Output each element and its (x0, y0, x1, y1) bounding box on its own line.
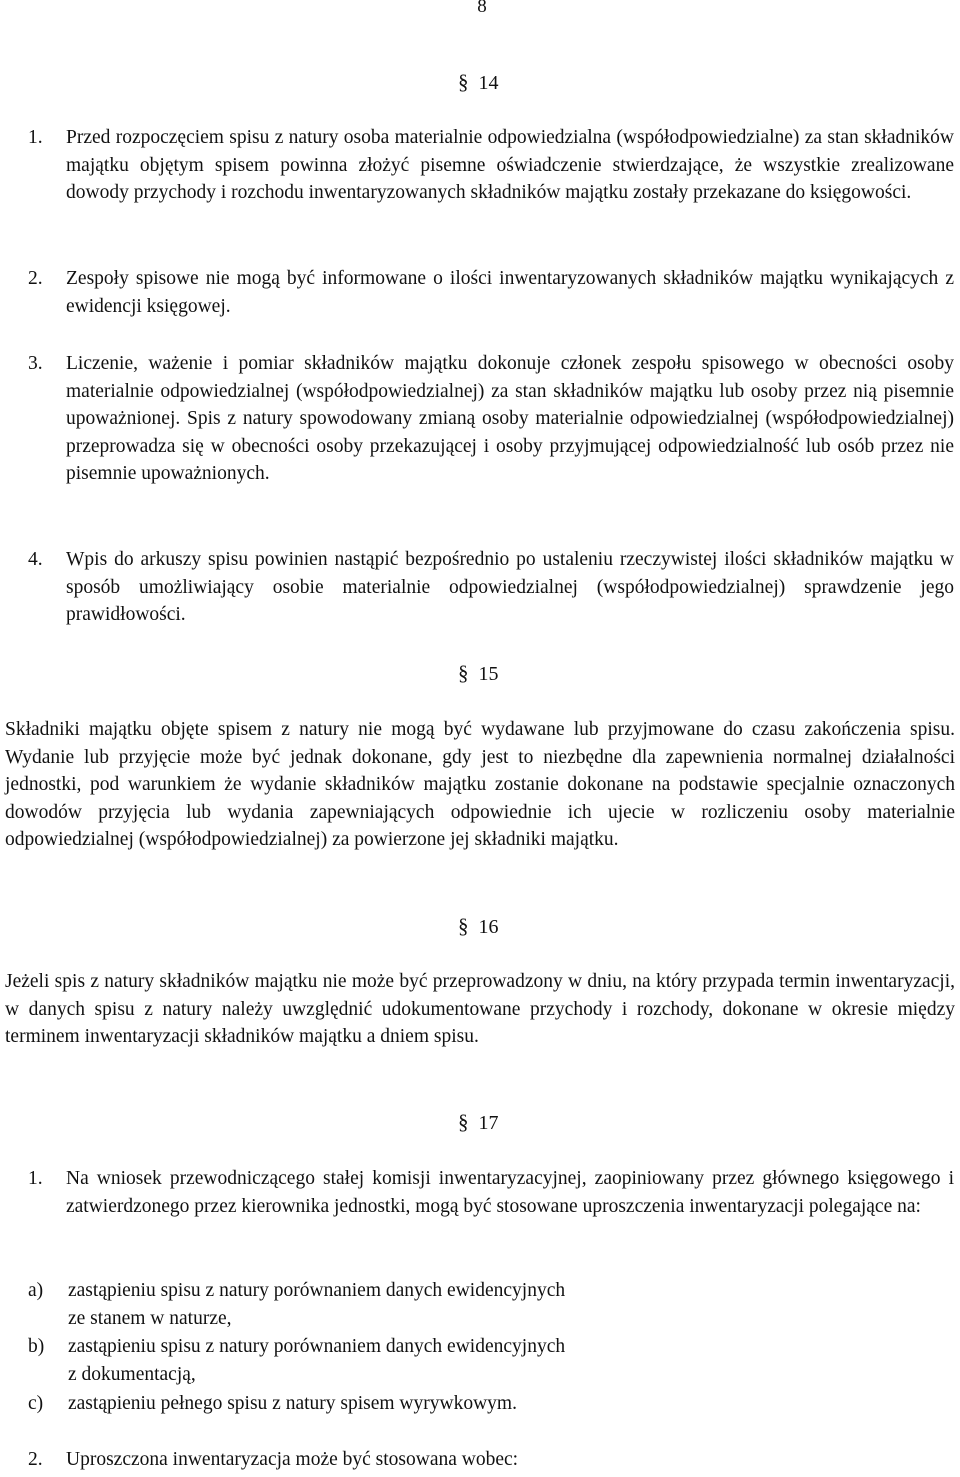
section-14-heading (458, 70, 499, 95)
item-number: 4. (28, 549, 43, 570)
option-text-line-1: zastąpieniu pełnego spisu z natury spisem wyrywkowym. (68, 1393, 517, 1414)
option-label: b) (28, 1336, 45, 1357)
section-14-item-2 (28, 265, 954, 320)
section-number: 15 (478, 663, 499, 685)
section-sign: § (458, 914, 469, 938)
section-number: 14 (478, 72, 499, 94)
section-16-text: Jeżeli spis z natury składników majątku nie może być przeprowadzony w dniu, na który przypada termin inwentaryzacji, w danych spisu z natury należy uwzględnić udokumentowane przychody i rozchody, dokonane w okresie między terminem inwentaryzacji składników majątku a dniem spisu. (5, 971, 955, 1048)
option-text-line-2: ze stanem w naturze, (68, 1308, 232, 1329)
item-number: 1. (28, 1168, 43, 1189)
section-15-text: Składniki majątku objęte spisem z natury nie mogą być wydawane lub przyjmowane do czasu zakończenia spisu. Wydanie lub przyjęcie może być jednak dokonane, gdy jest to niezbędne dla zapewnienia normalnej działalności jednostki, pod warunkiem że wydanie składników majątku zostanie dokonane na podstawie specjalnie oznaczonych dowodów przyjęcia lub wydania zapewniających odpowiednie ich ujecie w rozliczeniu osoby materialnie odpowiedzialnej (współodpowiedzialnej) za powierzone jej składniki majątku. (5, 719, 955, 851)
option-label: c) (28, 1393, 44, 1414)
option-a (28, 1277, 728, 1333)
option-text-line-2: z dokumentacją, (68, 1364, 196, 1385)
option-text-line-1: zastąpieniu spisu z natury porównaniem danych ewidencyjnych (68, 1280, 566, 1301)
section-14-item-1 (28, 124, 954, 207)
section-16-heading (458, 914, 499, 939)
option-label: a) (28, 1280, 44, 1301)
option-b (28, 1333, 728, 1389)
section-sign: § (458, 1110, 469, 1134)
page-number: 8 (477, 0, 487, 17)
section-14-item-4 (28, 546, 954, 629)
item-text: Liczenie, ważenie i pomiar składników majątku dokonuje członek zespołu spisowego w obecności osoby materialnie odpowiedzialnej (współodpowiedzialnej) za stan składników majątku lub osoby przez nią pisemnie upoważnionej. Spis z natury spowodowany zmianą osoby materialnie odpowiedzialnej (współodpowiedzialnej) przeprowadza się w obecności osoby przekazującej i osoby przyjmującej odpowiedzialność lub osób przez nie pisemnie upoważnionych. (66, 353, 954, 485)
section-17-heading (458, 1110, 499, 1135)
section-sign: § (458, 661, 469, 685)
item-text: Zespoły spisowe nie mogą być informowane o ilości inwentaryzowanych składników majątku wynikających z ewidencji księgowej. (66, 268, 954, 317)
option-text-line-1: zastąpieniu spisu z natury porównaniem danych ewidencyjnych (68, 1336, 566, 1357)
item-number: 1. (28, 127, 43, 148)
item-text: Na wniosek przewodniczącego stałej komisji inwentaryzacyjnej, zaopiniowany przez głównego księgowego i zatwierdzonego przez kierownika jednostki, mogą być stosowane uproszczenia inwentaryzacji polegające na: (66, 1168, 954, 1217)
section-sign: § (458, 70, 469, 94)
section-number: 16 (478, 916, 499, 938)
section-17-item-2 (28, 1446, 954, 1474)
item-text: Przed rozpoczęciem spisu z natury osoba materialnie odpowiedzialna (współodpowiedzialne) za stan składników majątku objętym spisem powinna złożyć pisemne oświadczenie stwierdzające, że wszystkie zrealizowane dowody przychody i rozchodu inwentaryzowanych składników majątku zostały przekazane do księgowości. (66, 127, 954, 204)
item-text: Uproszczona inwentaryzacja może być stosowana wobec: (66, 1449, 519, 1470)
option-c (28, 1390, 728, 1418)
item-text: Wpis do arkuszy spisu powinien nastąpić bezpośrednio po ustaleniu rzeczywistej ilości składników majątku w sposób umożliwiający osobie materialnie odpowiedzialnej (współodpowiedzialnej) sprawdzenie jego prawidłowości. (66, 549, 954, 626)
section-17-item-1 (28, 1165, 954, 1220)
section-15-heading (458, 661, 499, 686)
item-number: 2. (28, 268, 43, 289)
section-number: 17 (478, 1112, 499, 1134)
item-number: 3. (28, 353, 43, 374)
section-14-item-3 (28, 350, 954, 488)
item-number: 2. (28, 1449, 43, 1470)
